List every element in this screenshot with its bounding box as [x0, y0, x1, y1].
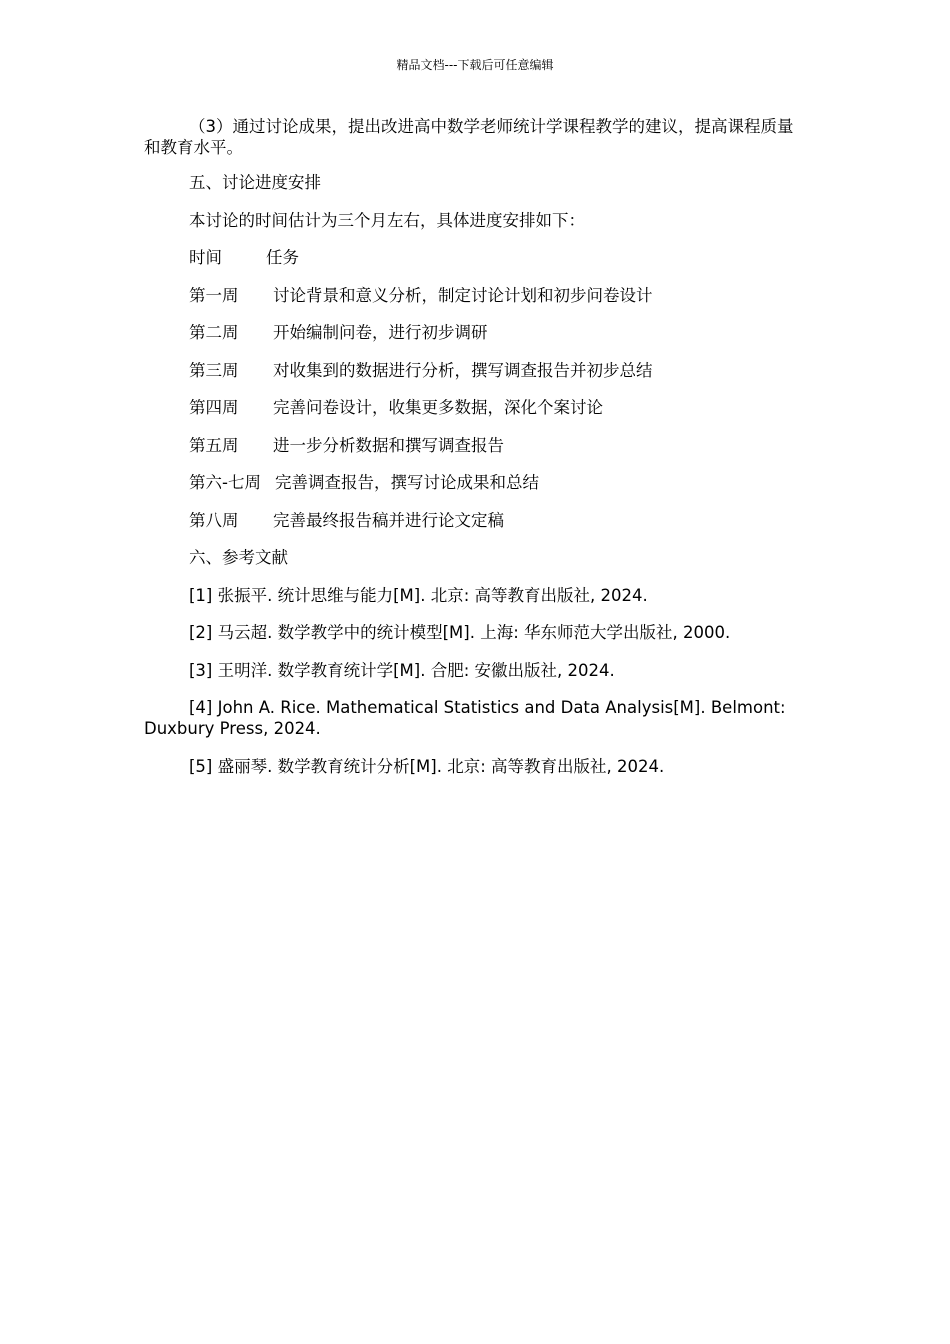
schedule-col-task: 任务 — [266, 248, 299, 267]
schedule-row — [189, 510, 804, 531]
schedule-header-row — [189, 247, 804, 268]
schedule-task: 对收集到的数据进行分析，撰写调查报告并初步总结 — [273, 360, 653, 380]
reference-item: [5] 盛丽琴. 数学教育统计分析[M]. 北京: 高等教育出版社, 2024. — [189, 756, 665, 776]
schedule-time: 第五周 — [189, 435, 239, 455]
schedule-time: 第八周 — [189, 510, 239, 530]
section-title-references: 六、参考文献 — [189, 548, 288, 567]
schedule-time: 第三周 — [189, 360, 239, 380]
schedule-task: 完善最终报告稿并进行论文定稿 — [273, 510, 504, 530]
page-header: 精品文档---下载后可任意编辑 — [396, 58, 554, 72]
document-body — [144, 116, 804, 777]
schedule-row — [189, 435, 804, 456]
schedule-row — [189, 397, 804, 418]
schedule-row — [189, 285, 804, 306]
schedule-time: 第二周 — [189, 323, 239, 342]
schedule-row — [189, 360, 804, 381]
schedule-row — [189, 472, 804, 493]
reference-item: [1] 张振平. 统计思维与能力[M]. 北京: 高等教育出版社, 2024. — [189, 585, 648, 605]
section-title-schedule: 五、讨论进度安排 — [189, 173, 321, 192]
schedule-time: 第一周 — [189, 285, 239, 305]
paragraph-objective-3: （3）通过讨论成果，提出改进高中数学老师统计学课程教学的建议，提高课程质量和教育水平。 — [144, 117, 794, 157]
reference-item: [3] 王明洋. 数学教育统计学[M]. 合肥: 安徽出版社, 2024. — [189, 660, 615, 680]
schedule-row — [189, 322, 804, 343]
schedule-task: 开始编制问卷，进行初步调研 — [273, 323, 488, 342]
schedule-col-time: 时间 — [189, 248, 222, 267]
schedule-intro: 本讨论的时间估计为三个月左右，具体进度安排如下： — [189, 210, 585, 230]
schedule-task: 完善调查报告，撰写讨论成果和总结 — [275, 473, 539, 492]
schedule-time: 第六-七周 — [189, 473, 261, 492]
reference-item: [2] 马云超. 数学教学中的统计模型[M]. 上海: 华东师范大学出版社, 2000. — [189, 623, 731, 642]
schedule-task: 讨论背景和意义分析，制定讨论计划和初步问卷设计 — [273, 285, 653, 305]
reference-item: [4] John A. Rice. Mathematical Statistics and Data Analysis[M]. Belmont: Duxbury Press, 2024. — [144, 698, 786, 738]
schedule-task: 进一步分析数据和撰写调查报告 — [273, 435, 504, 455]
schedule-time: 第四周 — [189, 398, 239, 417]
schedule-task: 完善问卷设计，收集更多数据，深化个案讨论 — [273, 398, 603, 417]
